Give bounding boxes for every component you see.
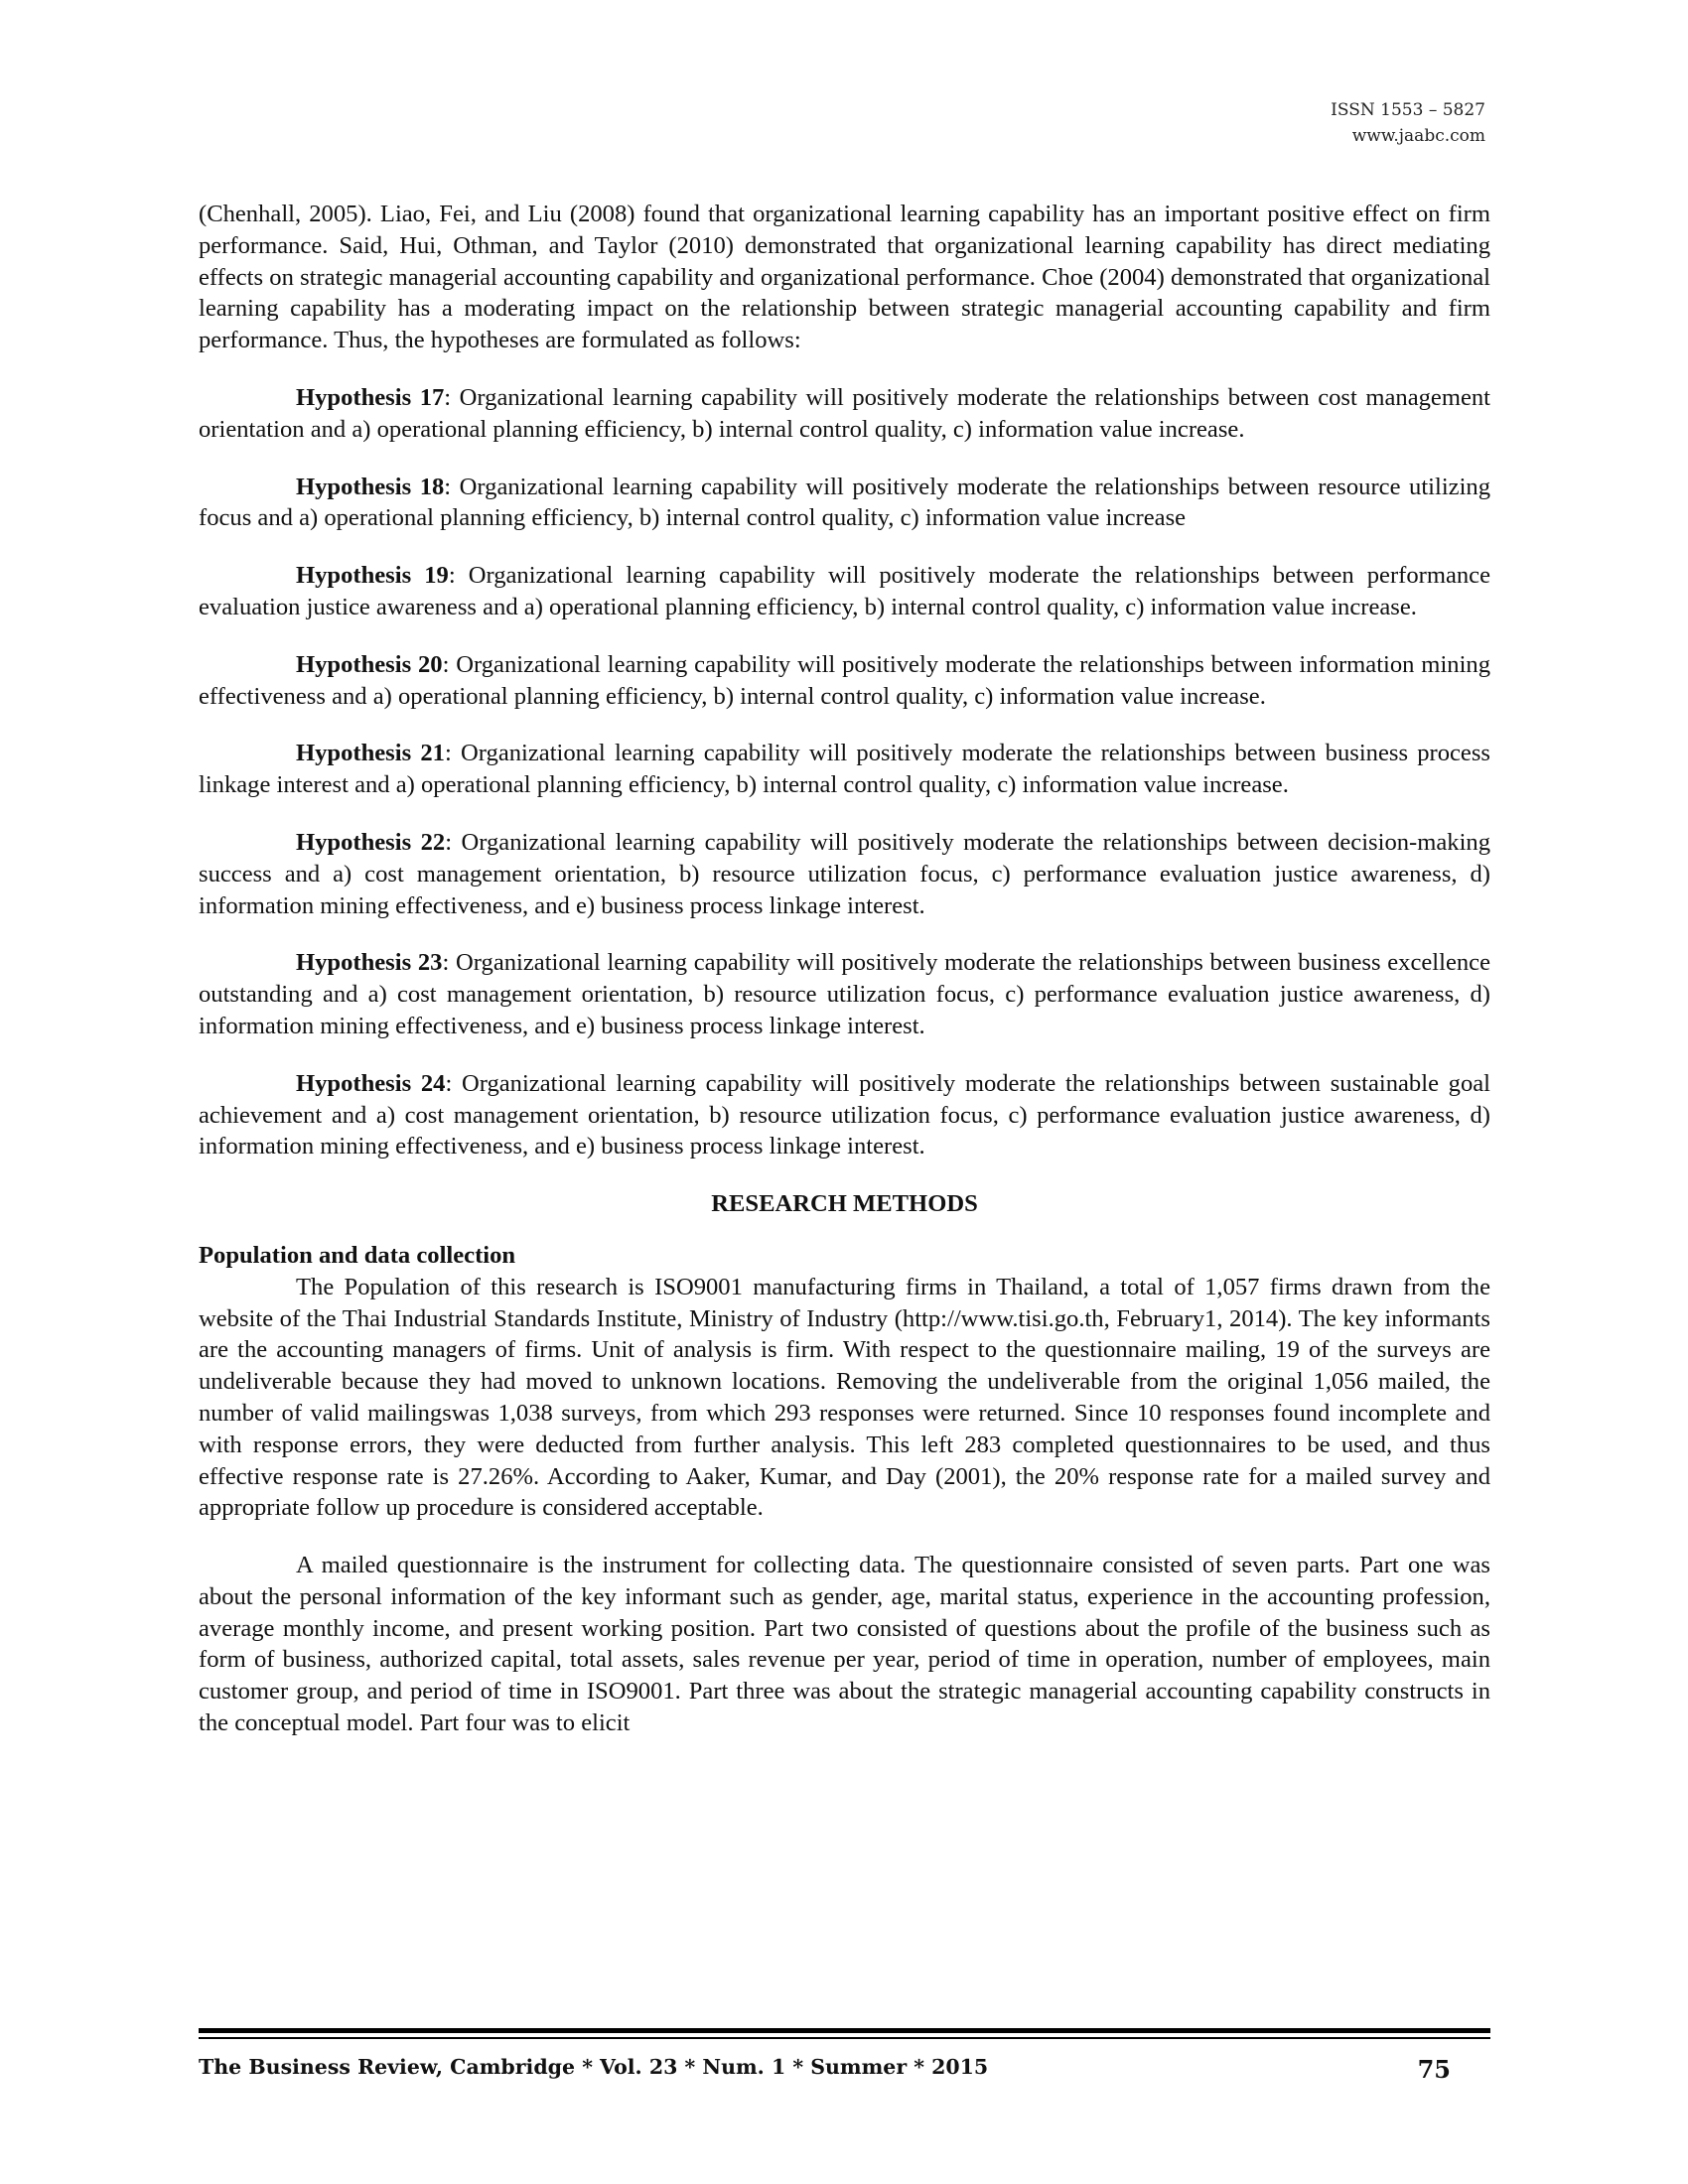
section-heading: RESEARCH METHODS bbox=[711, 1190, 978, 1218]
hypothesis-21 bbox=[199, 738, 1490, 801]
hypothesis-label: Hypothesis 24 bbox=[296, 1069, 446, 1097]
hypothesis-text: : Organizational learning capability will positively moderate the relationships between decision-making success and a) cost management orientation, b) resource utilization focus, c) performance evaluation justice awareness, d) information mining effectiveness, and e) business process linkage interest. bbox=[199, 828, 1490, 919]
issn-label: ISSN 1553 – 5827 bbox=[1331, 100, 1485, 120]
hypothesis-text: : Organizational learning capability will positively moderate the relationships between information mining effectiveness and a) operational planning efficiency, b) internal control quality, c) information value increase. bbox=[199, 650, 1490, 710]
hypothesis-20 bbox=[199, 649, 1490, 713]
hypothesis-label: Hypothesis 20 bbox=[296, 650, 443, 678]
hypothesis-label: Hypothesis 18 bbox=[296, 473, 445, 500]
hypothesis-22 bbox=[199, 827, 1490, 921]
hypothesis-text: : Organizational learning capability will positively moderate the relationships between resource utilizing focus and a) operational planning efficiency, b) internal control quality, c) information value increase bbox=[199, 473, 1490, 532]
footer-rule-thin bbox=[199, 2037, 1490, 2039]
hypothesis-text: : Organizational learning capability will positively moderate the relationships between cost management orientation and a) operational planning efficiency, b) internal control quality, c) information value increase. bbox=[199, 383, 1490, 443]
hypothesis-label: Hypothesis 21 bbox=[296, 740, 445, 767]
running-footer bbox=[199, 2055, 1490, 2084]
hypothesis-text: : Organizational learning capability will positively moderate the relationships between business excellence outstanding and a) cost management orientation, b) resource utilization focus, c) performance evaluation justice awareness, d) information mining effectiveness, and e) business process linkage interest. bbox=[199, 949, 1491, 1039]
hypothesis-18 bbox=[199, 472, 1490, 535]
hypothesis-17 bbox=[199, 382, 1490, 446]
journal-url: www.jaabc.com bbox=[1351, 126, 1485, 146]
population-paragraph: The Population of this research is ISO9001 manufacturing firms in Thailand, a total of 1,057 firms drawn from the website of the Thai Industrial Standards Institute, Ministry of Industry (http://www.tisi.go.th, February1, 2014). The key informants are the accounting managers of firms. Unit of analysis is firm. With respect to the questionnaire mailing, 19 of the surveys are undeliverable because they had moved to unknown locations. Removing the undeliverable from the original 1,056 mailed, the number of valid mailingswas 1,038 surveys, from which 293 responses were returned. Since 10 responses found incomplete and with response errors, they were deducted from further analysis. This left 283 completed questionnaires to be used, and thus effective response rate is 27.26%. According to Aaker, Kumar, and Day (2001), the 20% response rate for a mailed survey and appropriate follow up procedure is considered acceptable. bbox=[199, 1273, 1490, 1522]
running-header bbox=[1331, 97, 1485, 149]
hypothesis-19 bbox=[199, 560, 1490, 623]
hypothesis-label: Hypothesis 17 bbox=[296, 383, 445, 411]
footer-journal-citation: The Business Review, Cambridge * Vol. 23 * Num. 1 * Summer * 2015 bbox=[199, 2055, 989, 2079]
hypothesis-24 bbox=[199, 1068, 1490, 1162]
hypothesis-23 bbox=[199, 947, 1490, 1041]
page-number: 75 bbox=[1417, 2055, 1451, 2084]
intro-paragraph: (Chenhall, 2005). Liao, Fei, and Liu (2008) found that organizational learning capability has an important positive effect on firm performance. Said, Hui, Othman, and Taylor (2010) demonstrated that organizational learning capability has direct mediating effects on strategic managerial accounting capability and organizational performance. Choe (2004) demonstrated that organizational learning capability has a moderating impact on the relationship between strategic managerial accounting capability and firm performance. Thus, the hypotheses are formulated as follows: bbox=[199, 201, 1490, 354]
subsection-heading: Population and data collection bbox=[199, 1241, 516, 1269]
hypothesis-text: : Organizational learning capability will positively moderate the relationships between business process linkage interest and a) operational planning efficiency, b) internal control quality, c) information value increase. bbox=[199, 740, 1490, 799]
hypothesis-label: Hypothesis 19 bbox=[296, 562, 449, 590]
hypothesis-label: Hypothesis 23 bbox=[296, 949, 443, 977]
questionnaire-paragraph: A mailed questionnaire is the instrument for collecting data. The questionnaire consisted of seven parts. Part one was about the personal information of the key informant such as gender, age, marital status, experience in the accounting profession, average monthly income, and present working position. Part two consisted of questions about the profile of the business such as form of business, authorized capital, total assets, sales revenue per year, period of time in operation, number of employees, main customer group, and period of time in ISO9001. Part three was about the strategic managerial accounting capability constructs in the conceptual model. Part four was to elicit bbox=[199, 1552, 1490, 1737]
footer-rule-thick bbox=[199, 2028, 1490, 2033]
hypothesis-text: : Organizational learning capability will positively moderate the relationships between sustainable goal achievement and a) cost management orientation, b) resource utilization focus, c) performance evaluation justice awareness, d) information mining effectiveness, and e) business process linkage interest. bbox=[199, 1069, 1491, 1160]
hypothesis-label: Hypothesis 22 bbox=[296, 828, 446, 856]
hypothesis-text: : Organizational learning capability will positively moderate the relationships between performance evaluation justice awareness and a) operational planning efficiency, b) internal control quality, c) information value increase. bbox=[199, 562, 1491, 620]
main-text bbox=[199, 199, 1490, 1739]
